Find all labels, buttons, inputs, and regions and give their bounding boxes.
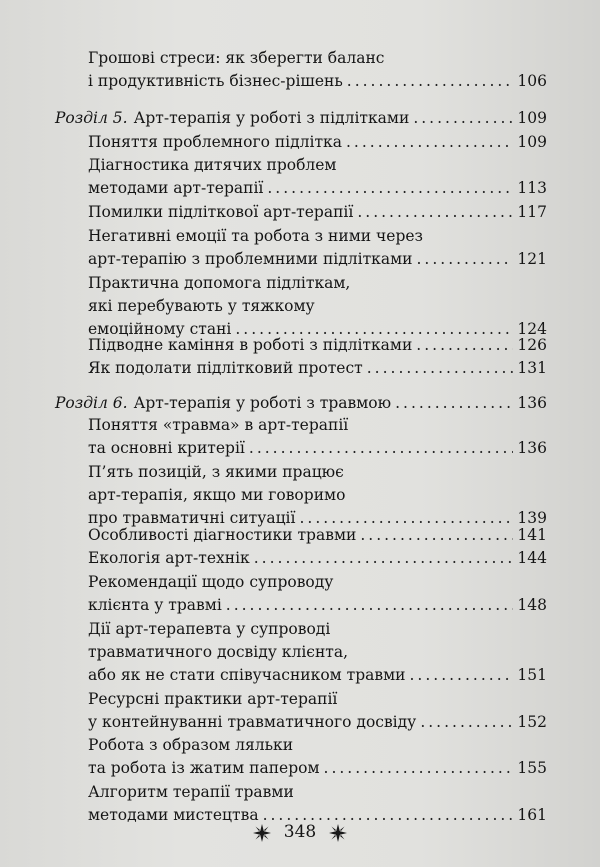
toc-page-number: 152 — [517, 713, 547, 731]
toc-entry-title: та основні критерії — [88, 439, 245, 457]
toc-entry-title: Екологія арт-технік — [88, 549, 250, 567]
dot-leader — [416, 248, 513, 271]
toc-entry-title: Як подолати підлітковий протест — [88, 359, 363, 377]
toc-entry-title: П’ять позицій, з якими працює — [88, 463, 344, 481]
toc-entry-line — [88, 688, 547, 711]
dot-leader — [347, 70, 514, 93]
toc-page-number: 136 — [517, 439, 547, 457]
ornament-right-icon — [328, 823, 348, 843]
toc-entry — [88, 781, 547, 827]
toc-entry-title: Підводне каміння в роботі з підлітками — [88, 336, 413, 354]
toc-entry — [88, 524, 547, 547]
toc-entry-line — [88, 177, 547, 200]
toc-entry-title: Рекомендації щодо супроводу — [88, 573, 334, 591]
toc-page-number: 148 — [517, 596, 547, 614]
toc-entry-title: або як не стати співучасником травми — [88, 666, 406, 684]
toc-entry-title: про травматичні ситуації — [88, 509, 296, 527]
toc-entry-title: методами арт-терапії — [88, 179, 264, 197]
toc-entry — [88, 225, 547, 271]
toc-entry-line — [55, 392, 547, 415]
toc-page-number: 161 — [517, 806, 547, 824]
toc-entry-line — [88, 437, 547, 460]
toc-entry-line — [88, 272, 547, 295]
toc-entry-title: Помилки підліткової арт-терапії — [88, 203, 354, 221]
toc-entry-title: Арт-терапія у роботі з травмою — [133, 394, 392, 412]
toc-entry-line — [88, 547, 547, 570]
toc-entry-line — [88, 154, 547, 177]
toc-entry-title: емоційному стані — [88, 320, 232, 338]
page-footer — [0, 822, 600, 843]
dot-leader — [267, 177, 513, 200]
toc-entry — [88, 131, 547, 154]
toc-page-number: 136 — [517, 394, 547, 412]
toc-entry-line — [88, 357, 547, 380]
toc-entry-title: Ресурсні практики арт-терапії — [88, 690, 338, 708]
dot-leader — [357, 201, 513, 224]
toc-chapter-entry — [55, 107, 547, 130]
toc-entry-line — [88, 225, 547, 248]
toc-entry-line — [88, 70, 547, 93]
toc-entry-line — [88, 131, 547, 154]
toc-entry-title: Грошові стреси: як зберегти баланс — [88, 49, 385, 67]
dot-leader — [249, 437, 514, 460]
toc-entry-title: Негативні емоції та робота з ними через — [88, 227, 423, 245]
toc-entry-line — [88, 618, 547, 641]
toc-entry — [88, 47, 547, 93]
toc-entry-line — [88, 524, 547, 547]
toc-entry — [88, 618, 547, 687]
toc-entry-title: арт-терапія, якщо ми говоримо — [88, 486, 346, 504]
toc-page-number: 124 — [517, 320, 547, 338]
toc-page-number: 131 — [517, 359, 547, 377]
dot-leader — [395, 392, 513, 415]
toc-entry — [88, 547, 547, 570]
toc-entry-title: Арт-терапія у роботі з підлітками — [133, 109, 410, 127]
toc-entry-line — [88, 201, 547, 224]
toc-entry-line — [88, 594, 547, 617]
toc-entry-line — [88, 414, 547, 437]
toc-entry-line — [55, 107, 547, 130]
toc-page-number: 155 — [517, 759, 547, 777]
toc-entry — [88, 357, 547, 380]
dot-leader — [324, 757, 514, 780]
dot-leader — [420, 711, 513, 734]
toc-entry-line — [88, 47, 547, 70]
toc-entry-line — [88, 461, 547, 484]
toc-entry — [88, 461, 547, 530]
toc-page-number: 151 — [517, 666, 547, 684]
toc-page-number: 106 — [517, 72, 547, 90]
toc-entry-title: які перебувають у тяжкому — [88, 297, 315, 315]
dot-leader — [226, 594, 514, 617]
toc-entry-line — [88, 641, 547, 664]
dot-leader — [360, 524, 513, 547]
dot-leader — [254, 547, 514, 570]
chapter-label: Розділ 5. — [55, 109, 128, 127]
toc-page-number: 109 — [517, 109, 547, 127]
toc-entry-line — [88, 334, 547, 357]
toc-entry — [88, 334, 547, 357]
dot-leader — [367, 357, 514, 380]
toc-entry-title: у контейнуванні травматичного досвіду — [88, 713, 417, 731]
dot-leader — [416, 334, 513, 357]
toc-entry-title: Дії арт-терапевта у супроводі — [88, 620, 331, 638]
toc-entry-title: Алгоритм терапії травми — [88, 783, 294, 801]
toc-entry-line — [88, 295, 547, 318]
toc-entry — [88, 154, 547, 200]
dot-leader — [346, 131, 513, 154]
toc-entry — [88, 272, 547, 341]
toc-entry-line — [88, 248, 547, 271]
page-number: 348 — [283, 822, 317, 842]
dot-leader — [410, 664, 514, 687]
toc-entry-line — [88, 711, 547, 734]
chapter-label: Розділ 6. — [55, 394, 128, 412]
ornament-left-icon — [252, 823, 272, 843]
toc-chapter-entry — [55, 392, 547, 415]
toc-entry — [88, 688, 547, 734]
toc-page-number: 121 — [517, 250, 547, 268]
toc-entry-title: Робота з образом ляльки — [88, 736, 294, 754]
toc-entry — [88, 734, 547, 780]
toc-entry-title: та робота із жатим папером — [88, 759, 320, 777]
toc-entry-title: методами мистецтва — [88, 806, 259, 824]
toc-entry — [88, 414, 547, 460]
toc-entry-line — [88, 757, 547, 780]
toc-page-number: 117 — [517, 203, 547, 221]
toc-entry-line — [88, 664, 547, 687]
toc-page-number: 126 — [517, 336, 547, 354]
toc-entry — [88, 201, 547, 224]
toc-entry-title: Поняття проблемного підлітка — [88, 133, 342, 151]
toc-entry-title: Діагностика дитячих проблем — [88, 156, 337, 174]
toc-entry-line — [88, 571, 547, 594]
toc-entry-title: травматичного досвіду клієнта, — [88, 643, 349, 661]
toc-entry-title: Поняття «травма» в арт-терапії — [88, 416, 349, 434]
dot-leader — [413, 107, 513, 130]
toc-entry-line — [88, 734, 547, 757]
toc-page-number: 141 — [517, 526, 547, 544]
toc-entry-title: і продуктивність бізнес-рішень — [88, 72, 343, 90]
toc-page-number: 139 — [517, 509, 547, 527]
toc-entry-title: Практична допомога підліткам, — [88, 274, 351, 292]
toc-entry-line — [88, 484, 547, 507]
toc-page-number: 109 — [517, 133, 547, 151]
toc-entry-line — [88, 781, 547, 804]
toc-entry — [88, 571, 547, 617]
toc-page-number: 113 — [517, 179, 547, 197]
toc-entry-title: арт-терапію з проблемними підлітками — [88, 250, 413, 268]
toc-entry-title: Особливості діагностики травми — [88, 526, 357, 544]
toc-entry-title: клієнта у травмі — [88, 596, 222, 614]
toc-page-number: 144 — [517, 549, 547, 567]
